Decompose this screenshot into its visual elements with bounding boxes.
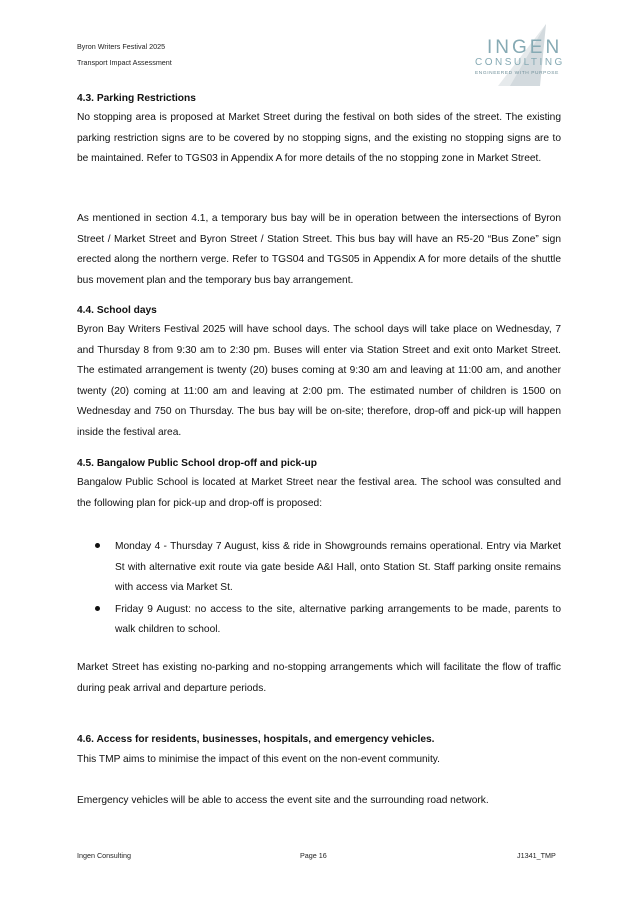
list-item [77,537,561,599]
footer-company: Ingen Consulting [77,851,131,860]
paragraph-4-6-1: This TMP aims to minimise the impact of this event on the non-event community. [77,754,440,765]
list-item-text: Monday 4 - Thursday 7 August, kiss & ride in Showgrounds remains operational. Entry via Market St with alternative exit route via gate beside A&I Hall, onto Station St. Staff parking onsite remains with access via Market St. [115,541,561,593]
footer-doc-ref: J1341_TMP [517,851,556,860]
paragraph-4-6-2: Emergency vehicles will be able to access the event site and the surrounding road network. [77,795,489,806]
bullet-list [77,537,561,641]
paragraph-4-5-2: Market Street has existing no-parking and no-stopping arrangements which will facilitate the flow of traffic during peak arrival and departure periods. [77,662,561,694]
logo-tagline: ENGINEERED WITH PURPOSE [475,71,559,76]
header-subtitle: Transport Impact Assessment [77,58,172,67]
paragraph-4-4-1: Byron Bay Writers Festival 2025 will have school days. The school days will take place on Wednesday, 7 and Thursday 8 from 9:30 am to 2:30 pm. Buses will enter via Station Street and exit onto Market Street. The estimated arrangement is twenty (20) buses coming at 9:30 am and leaving at 11:00 am, and another twenty (20) coming at 11:00 am and leaving at 2:00 pm. The estimated number of children is 1500 on Wednesday and 750 on Thursday. The bus bay will be on-site; therefore, drop-off and pick-up will happen inside the festival area. [77,324,561,438]
bullet-icon [95,606,100,611]
heading-4-3: 4.3. Parking Restrictions [77,93,196,104]
heading-4-4: 4.4. School days [77,305,157,316]
list-item-text: Friday 9 August: no access to the site, alternative parking arrangements to be made, parents to walk children to school. [115,603,561,635]
heading-4-5: 4.5. Bangalow Public School drop-off and pick-up [77,458,317,469]
footer-page-number: Page 16 [300,851,327,860]
bullet-icon [95,543,100,548]
logo-sub: CONSULTING [475,57,565,68]
paragraph-4-5-1: Bangalow Public School is located at Market Street near the festival area. The school was consulted and the following plan for pick-up and drop-off is proposed: [77,477,561,509]
paragraph-4-3-1: No stopping area is proposed at Market Street during the festival on both sides of the street. The existing parking restriction signs are to be covered by no stopping signs, and the existing no stopping signs are to be maintained. Refer to TGS03 in Appendix A for more details of the no stopping zone in Market Street. [77,112,561,164]
list-item [77,600,561,641]
logo-brand: INGEN [487,37,563,58]
header-title: Byron Writers Festival 2025 [77,42,166,51]
paragraph-4-3-2: As mentioned in section 4.1, a temporary bus bay will be in operation between the intersections of Byron Street / Market Street and Byron Street / Station Street. This bus bay will have an R5-20 “Bus Zone” sign erected along the northern verge. Refer to TGS04 and TGS05 in Appendix A for more details of the shuttle bus movement plan and the temporary bus bay arrangement. [77,213,561,286]
heading-4-6: 4.6. Access for residents, businesses, hospitals, and emergency vehicles. [77,734,435,745]
company-logo [470,22,570,88]
